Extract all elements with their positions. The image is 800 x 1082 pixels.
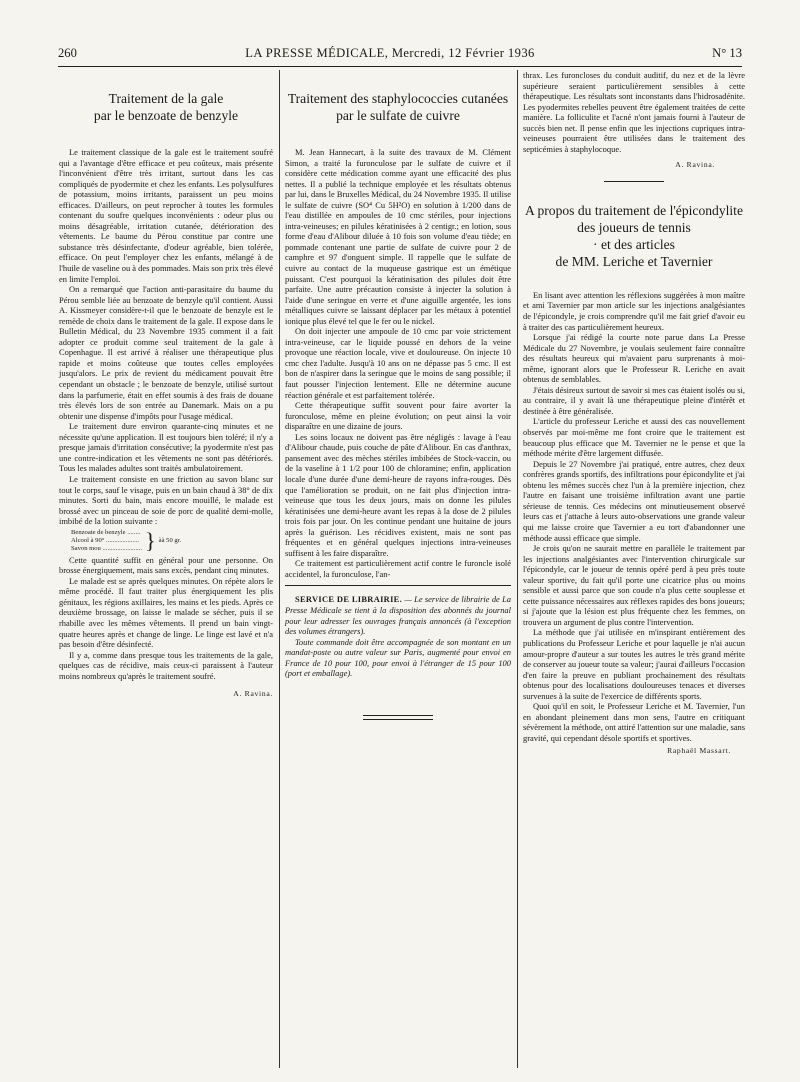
header-rule [58,66,742,67]
paragraph: Depuis le 27 Novembre j'ai pratiqué, entre autres, chez deux confrères grands sportifs, des infiltrations pour épicondylite et j'ai obtenu les mêmes succès chez l'un à la première injection, chez l'autre en faisant une troisième infiltration avant une partie sérieuse de tennis. Ces médecins ont minutieusement observé leurs cas et j'attache à leurs auto-observations une grande valeur qui me laisse croire que Tavernier a eu tort d'abandonner une méthode aussi efficace que simple. [523,458,746,543]
service-text-2: Toute commande doit être accompagnée de son montant en un mandat-poste ou autre valeur sur Paris, augmenté pour envoi en France de 10 pour 100, pour envoi à l'étranger de 15 pour 100 (port et emballage). [285,636,511,679]
issue-number: N° 13 [712,46,742,60]
service-label: SERVICE DE LIBRAIRIE. [295,594,402,605]
title-line: par le benzoate de benzyle [93,108,239,123]
paragraph: La méthode que j'ai utilisée en m'inspirant entièrement des publications du Professeur Leriche et pour laquelle je n'ai aucun amour-propre d'auteur a sur toutes les autres le très grand mérite de conserver au joueur toute sa valeur; j'aurai d'ailleurs l'occasion d'en faire la preuve en publiant prochainement des résultats obtenus pour des localisations douloureuses tenaces et diverses survenues à la suite de l'exercice de différents sports. [523,627,745,701]
paragraph: J'étais désireux surtout de savoir si mes cas étaient isolés ou si, au contraire, il y avait là une thérapeutique pleine d'intérêt et destinée à être généralisée. [523,384,745,416]
title-line: des joueurs de tennis [577,219,691,235]
service-text: — Le service de librairie de La Presse Médicale se tient à la disposition des abonnés du journal pour leur adresser les ouvrages français annoncés (à l'exception des volumes étrangers). [285,594,512,637]
article-title [285,90,511,124]
paragraph: Le traitement classique de la gale est le traitement soufré qui a l'avantage d'être efficace et peu coûteux, mais présente l'inconvénient d'être très irritant, surtout dans les cas compliqués de pyodermite et chez les enfants. Les polysulfures de potassium, moins irritants, paraissent un peu moins efficaces. D'ailleurs, on peut reprocher à toutes les formules contenant du soufre quelques inconvénients : odeur plus ou moins désagréable, irritation cutanée, détérioration des vêtements. Le baume du Pérou constitue par contre une substance très désinfectante, d'odeur agréable, bien tolérée, efficace. On peut l'employer chez les enfants, mélangé à de l'huile de vaseline ou à des pommades. Mais son prix très élevé en limite l'emploi. [59,147,273,284]
title-line: Traitement des staphylococcies cutanées [287,91,509,106]
paragraph: Le traitement dure environ quarante-cinq minutes et ne nécessite qu'une application. Il est toujours bien toléré; il n'y a presque jamais d'irritation consécutive; la pyodermite n'est pas une contre-indication et les vêtements ne sont pas détériorés. Tous les malades adultes sont traités ambulatoirement. [59,421,273,474]
paragraph: En lisant avec attention les réflexions suggérées à mon maître et ami Tavernier par mon article sur les injections analgésiantes de l'épicondyle, je crois comprendre qu'il me fait grief d'avoir eu à traiter des cas particulièrement heureux. [523,289,745,332]
paragraph: Le traitement consiste en une friction au savon blanc sur tout le corps, sauf le visage, puis en un bain chaud à 38° de dix minutes. Sorti du bain, mais encore mouillé, le malade est brossé avec un pinceau de soie de porc de qualité demi-molle, imbibé de la lotion suivante : [59,473,273,527]
column-3 [523,70,745,757]
title-line: par le sulfate de cuivre [336,108,460,123]
paragraph: L'article du professeur Leriche et aussi des cas nouvellement observés par moi-même me font croire que le traitement est beaucoup plus efficace que M. Tavernier ne le pense et que la méthode mérite d'être largement diffusée. [523,416,745,459]
paragraph: M. Jean Hannecart, à la suite des travaux de M. Clément Simon, a traité la furonculose par le sulfate de cuivre et il considère cette médication comme ayant une efficacité des plus nettes. Il a publié la technique employée et les résultats obtenus par lui, dans le Bruxelles Médical, du 24 Novembre 1935. Il utilise le sulfate de cuivre (SO⁴ Cu 5H²O) en solution à 1/200 dans de l'eau distillée en ampoules de 10 cmc stériles, pour injections intra-veineuses; en pilules kératinisées à 2 centigr.; en lotion, sous forme d'eau d'Alibour diluée à 10 fois son volume d'eau tiède; en pommade contenant une partie de sulfate de cuivre pour 2 de camphre et 97 d'onguent simple. Il rappelle que le sulfate de cuivre au contact de la muqueuse gastrique est un émétique puissant. C'est pourquoi la kératinisation des pilules doit être parfaite. Une autre précaution consiste à injecter la solution à l'aide d'une seringue en verre et d'une aiguille argentée, les ions métalliques cuivre se laissant déplacer par les métaux à potentiel ionique plus élevé tel que le fer ou le nickel. [285,147,511,326]
page-number: 260 [58,46,77,60]
paragraph: Les soins locaux ne doivent pas être négligés : lavage à l'eau d'Alibour chaude, puis couche de pâte d'Alibour. En cas d'anthrax, pansement avec des mèches stériles imbibées de Stock-vaccin, ou de la vaseline à 1 1/2 pour 100 de chloramine; enfin, application locale d'une durée d'une demi-heure de rayons infra-rouges. Dès que l'amélioration se produit, on ne fait plus d'injection intra-veineuse que tous les deux jours, mais on donne les pilules kératinisées une demi-heure avant les repas à la dose de 2 pilules trois fois par jour. On les continue pendant une huitaine de jours après la guérison. Les récidives existent, mais ne sont pas fréquentes et en général quelques injections intra-veineuses suffisent à les faire disparaître. [285,431,511,558]
title-line: A propos du traitement de l'épicondylite [524,202,743,218]
formula-quantity: àà 50 gr. [158,536,182,544]
service-notice [285,594,511,678]
masthead: LA PRESSE MÉDICALE, Mercredi, 12 Février 1936 [245,46,535,60]
signature: A. Ravina. [675,160,715,170]
formula-block [71,529,273,553]
paragraph: Ce traitement est particulièrement actif contre le furoncle isolé accidentel, la furonculose, l'an- [285,558,511,579]
paragraph: On a remarqué que l'action anti-parasitaire du baume du Pérou semble liée au benzoate de benzyle qu'il contient. Aussi A. Kissmeyer considère-t-il que le benzoate de benzyle est le remède de choix dans le traitement de la gale. Il expose dans le Bulletin Médical, du 23 Novembre 1935 comment il a fait adopter ce produit comme seul traitement de la gale à Copenhague. Il est arrivé à réaliser une thérapeutique plus rapide et moins coûteuse que toutes celles employées jusqu'alors. Le prix de revient du médicament pouvait être cependant un obstacle ; le benzoate de benzyle, utilisé surtout dans la parfumerie, était en effet soumis à des frais de douane très élevés lors de son entrée au Danemark. Mais on a pu obtenir une dispense d'impôts pour l'usage médical. [59,284,273,421]
paragraph: Cette thérapeutique suffit souvent pour faire avorter la furonculose, même en pleine évolution; on peut ainsi la voir disparaître en une dizaine de jours. [285,400,511,432]
paragraph: thrax. Les furoncloses du conduit auditif, du nez et de la lèvre supérieure seraient particulièrement sensibles à cette thérapeutique. Les résultats sont inconstants dans l'hidrosadénite. Les pyodermites rebelles peuvent être également traitées de cette manière. La folliculite et l'acné n'ont jamais fourni à l'auteur de succès bien net. Il pense enfin que les injections cupriques intra-veineuses pourraient être utilisées dans le traitement des septicémies à staphylocoque. [523,70,745,154]
paragraph: Je crois qu'on ne saurait mettre en parallèle le traitement par les injections analgésiantes avec l'intervention chirurgicale sur l'épicondyle, car le joueur de tennis opéré perd à peu près toute valeur sportive, du fait qu'il porte une cicatrice plus ou moins sensible et aussi parce que son coude n'a plus cette souplesse et cette puissance nécessaires aux réflexes rapides des bons joueurs; si j'ajoute que la lésion est plus fréquente chez les femmes, on trouvera un argument de plus contre l'intervention. [523,543,745,627]
paragraph: On doit injecter une ampoule de 10 cmc par voie strictement intra-veineuse, car le liquide poussé en dehors de la veine provoque une réaction locale, vive et douloureuse. On injecte 10 cmc chez l'adulte. Jusqu'à 10 ans on ne dépasse pas 5 cmc. Il est bon de n'aspirer dans la seringue que le moins de sang possible; il faut pousser l'injection lentement. Elle ne détermine aucune réaction générale et est parfaitement tolérée. [285,326,511,400]
column-divider [279,70,280,1068]
article-title [523,202,745,270]
signature: Raphaël Massart. [667,746,731,756]
signature: A. Ravina. [233,689,273,699]
paragraph: Le malade est se après quelques minutes. On répète alors le même procédé. Il faut traiter plus énergiquement les plis génitaux, les régions axillaires, les mains et les pieds. Après ce deuxième brossage, on laisse le malade se sécher, puis il se rhabille avec les mêmes vêtements. Il prend un bain vingt-quatre heures après et change de linge. Le linge est lavé et n'a pas besoin d'être désinfecté. [59,575,273,650]
paragraph: Il y a, comme dans presque tous les traitements de la gale, quelques cas de récidive, mais ceux-ci paraissent à l'auteur moins nombreux qu'après le traitement soufré. [59,649,273,681]
column-divider [517,70,518,1068]
paragraph: Cette quantité suffit en général pour une personne. On brosse énergiquement, mais sans excès, pendant cinq minutes. [59,554,273,576]
title-line: Traitement de la gale [108,91,224,106]
brace-icon: } [145,527,156,553]
paragraph: Lorsque j'ai rédigé la courte note parue dans La Presse Médicale du 27 Novembre, je voulais seulement faire connaître des résultats heureux qui m'avaient paru surprenants à moi-même, ignorant alors que le Professeur R. Leriche en avait obtenus de semblables. [523,332,745,385]
title-line: de MM. Leriche et Tavernier [555,253,713,269]
page-header [58,46,742,64]
title-line: · et des articles [593,236,675,252]
formula-ingredients: Benzoate de benzyle ........ Alcool à 90° .................... Savon mou ........................ [71,528,143,552]
column-2 [285,70,511,720]
paragraph: Quoi qu'il en soit, le Professeur Leriche et M. Tavernier, l'un en abondant pleinement dans mon sens, l'autre en critiquant sévèrement la méthode, ont attiré l'attention sur une maladie, sans gravité, qui cependant désole sportifs et sportives. [523,701,745,743]
column-1 [59,70,273,700]
article-title [59,90,273,124]
end-rule [363,719,433,720]
